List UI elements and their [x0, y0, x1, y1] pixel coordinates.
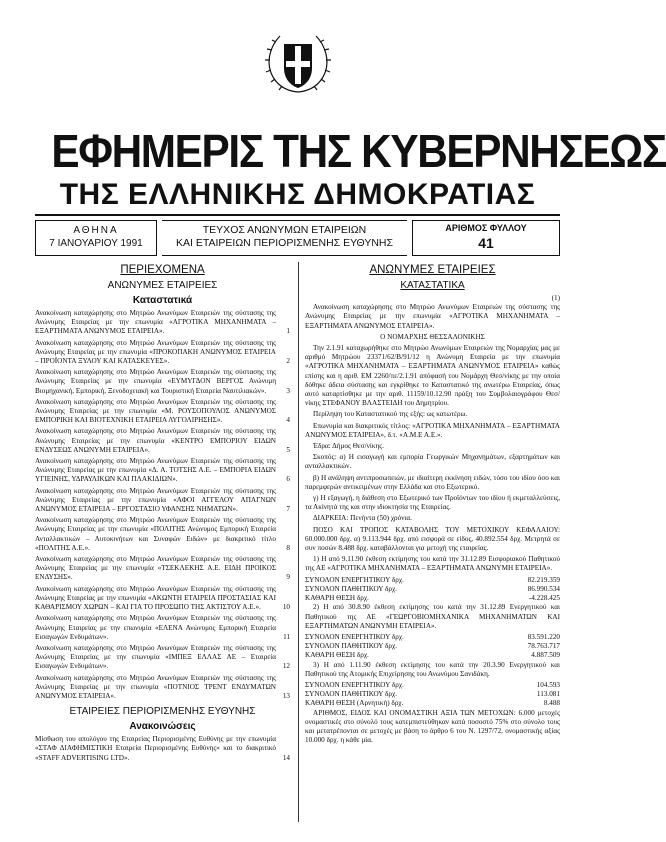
city-label: ΑΘΗΝΑ — [73, 225, 119, 236]
contents-entry-text: Μίσθωση του απολόγου της Εταιρείας Περιορισμένης Ευθύνης με την επωνυμία «ΣΤΑΦ ΔΙΑΦΗΜΙΣΤΙΚΗ Εταιρεία Περιορισμένης Ευθύνης» και το διακριτικό «STAFF ADVERTISING LTD». — [35, 735, 276, 762]
valuation-value: 104.593 — [536, 680, 560, 689]
valuation-value: -4.228.425 — [528, 594, 560, 603]
contents-entry-page: 1 — [286, 327, 290, 336]
contents-entry — [35, 674, 290, 702]
valuation-label: ΣΥΝΟΛΟΝ ΕΝΕΡΓΗΤΙΚΟΥ δρχ. — [305, 575, 404, 584]
contents-entry-page: 7 — [286, 505, 290, 514]
contents-entry-text: Ανακοίνωση καταχώρησης στο Μητρώο Ανωνύμων Εταιρειών της σύστασης της Ανώνυμης Εταιρείας με την επωνυμία «ΠΟΤΝΙΟΣ ΤΡΕΝΤ ΕΝΔΥΜΑΤΩΝ ΑΝΩΝΥΜΟΣ ΕΤΑΙΡΕΙΑ». — [35, 673, 276, 700]
valuation-value: 86.990.534 — [527, 584, 560, 593]
greek-coat-of-arms-icon — [262, 28, 334, 100]
contents-entries-ltd — [35, 735, 290, 763]
contents-entry-page: 14 — [282, 753, 290, 762]
contents-entry-text: Ανακοίνωση καταχώρησης στο Μητρώο Ανωνύμων Εταιρειών της σύστασης της Ανώνυμης Εταιρείας με την επωνυμία «ΠΟΛΙΤΗΣ Ανώνυμος Εμπορική Εταιρεία Ανταλλακτικών – Αυτοκινήτων και Συναφών Ειδών» με διακριτικό τίτλο «ΠΟΛΙΤΗΣ Α.Ε.». — [35, 516, 276, 552]
issue-type-box — [162, 220, 407, 256]
valuation-label: ΣΥΝΟΛΟΝ ΠΑΘΗΤΙΚΟΥ δρχ. — [305, 642, 397, 651]
seat-paragraph: Έδρα: Δήμος Θεσ/νίκης. — [313, 442, 384, 451]
duration-paragraph: ΔΙΑΡΚΕΙΑ: Πενήντα (50) χρόνια. — [313, 514, 412, 523]
issue-type-line1: ΤΕΥΧΟΣ ΑΝΩΝΥΜΩΝ ΕΤΑΙΡΕΙΩΝ — [202, 224, 367, 236]
contents-entry — [35, 585, 290, 613]
contents-entry-page: 12 — [282, 662, 290, 671]
header-rule — [35, 214, 560, 216]
valuation-3-paragraph: 3) Η από 1.11.90 έκθεση εκτίμησης του κατά την 20.3.90 Ενεργητικού και Παθητικού της Ατομικής Επιχείρησης του Ανωνύμου Σανιδάκη. — [305, 660, 560, 678]
contents-entry-text: Ανακοίνωση καταχώρησης στο Μητρώο Ανωνύμων Εταιρειών της σύστασης της Ανώνυμης Εταιρείας με την επωνυμία «Δ. Α. ΤΟΤΣΗΣ Α.Ε. – ΕΜΠΟΡΙΑ ΕΙΔΩΝ ΥΓΙΕΙΝΗΣ, ΥΔΡΑΥΛΙΚΩΝ ΚΑΙ ΠΛΑΚΙΔΙΩΝ». — [35, 457, 276, 484]
valuation-1-table — [305, 576, 560, 604]
purpose-b-paragraph: β) Η ανάληψη αντιπροσωπειών, με ιδιαίτερη εκκίνηση ειδών, τόσο του ιδίου όσο και παρεμφερών αντικειμένων στην Ελλάδα και στο Εξωτερικό. — [305, 473, 560, 491]
valuation-value: 4.887.509 — [531, 651, 560, 660]
contents-entry-text: Ανακοίνωση καταχώρησης στο Μητρώο Ανωνύμων Εταιρειών της σύστασης της Ανώνυμης Εταιρείας με την επωνυμία «ΤΣΕΚΛΕΚΗΣ Α.Ε. ΕΙΔΗ ΠΡΟΙΚΟΣ ΕΝΔΥΣΗΣ». — [35, 555, 276, 582]
contents-entry — [35, 487, 290, 515]
contents-entry-text: Ανακοίνωση καταχώρησης στο Μητρώο Ανωνύμων Εταιρειών της σύστασης της Ανώνυμης Εταιρείας με την επωνυμία «ΕΥΜΥΓΔΟΝ ΒΕΡΓΟΣ Ανώνυμη Βιομηχανική, Εμπορική, Ξενοδοχειακή και Τουριστική Εταιρεία Ναυτιλιακών». — [35, 368, 276, 395]
contents-entry-page: 11 — [283, 632, 290, 641]
valuation-value: 82.219.359 — [527, 575, 560, 584]
valuation-label: ΣΥΝΟΛΟΝ ΕΝΕΡΓΗΤΙΚΟΥ δρχ. — [305, 632, 404, 641]
contents-entry — [35, 457, 290, 485]
registration-paragraph: Την 2.1.91 καταχωρήθηκε στο Μητρώο Ανωνύμων Εταιρειών της Νομαρχίας μας με αριθμό Μητρώου 23371/62/Β/91/12 η Ανώνυμη Εταιρεία με την επωνυμία «ΑΓΡΟΤΙΚΑ ΜΗΧΑΝΗΜΑΤΑ – ΕΞΑΡΤΗΜΑΤΑ ΑΝΩΝΥΜΟΣ ΕΤΑΙΡΕΙΑ» καθώς επίσης και η αριθ. ΕΜ 2260/πε/2.1.91 απόφασή του Νομάρχη Θεσ/νίκης με την οποία δόθηκε άδεια σύστασης και εγκρίθηκε το Καταστατικό της ανωτέρω Εταιρείας, όπως αυτό καταρτίσθηκε με την αριθ. 11159/10.12.90 πράξη του Συμβολαιογράφου Θεσ/νίκης ΣΤΕΦΑΝΟΥ ΒΛΑΣΤΕΙΔΗ του Δημητρίου. — [305, 344, 560, 408]
statutes-subheading: Καταστατικά — [132, 295, 193, 306]
contents-entry-text: Ανακοίνωση καταχώρησης στο Μητρώο Ανωνύμων Εταιρειών της σύστασης της Ανώνυμης Εταιρείας με την επωνυμία «ΚΕΝΤΡΟ ΕΜΠΟΡΙΟΥ ΕΙΔΩΝ ΕΝΔΥΣΕΩΣ ΑΝΩΝΥΜΗ ΕΤΑΙΡΕΙΑ». — [35, 427, 276, 454]
contents-entry-text: Ανακοίνωση καταχώρησης στο Μητρώο Ανωνύμων Εταιρειών της σύστασης της Ανώνυμης Εταιρείας με την επωνυμία «ΙΜΠΕΞ ΕΛΛΑΣ ΑΕ – Εταιρεία Εισαγωγών Ενδυμάτων». — [35, 643, 276, 671]
issue-type-line2: ΚΑΙ ΕΤΑΙΡΕΙΩΝ ΠΕΡΙΟΡΙΣΜΕΝΗΣ ΕΥΘΥΝΗΣ — [176, 237, 393, 249]
contents-entry — [35, 614, 290, 642]
name-paragraph: Επωνυμία και διακριτικός τίτλος: «ΑΓΡΟΤΙΚΑ ΜΗΧΑΝΗΜΑΤΑ – ΕΞΑΡΤΗΜΑΤΑ ΑΝΩΝΥΜΟΣ ΕΤΑΙΡΕΙΑ», δ.τ. «Α.Μ.Ε Α.Ε.». — [305, 421, 560, 439]
valuation-row — [305, 633, 560, 642]
contents-entry — [35, 368, 290, 396]
valuation-row — [305, 681, 560, 690]
contents-entry-page: 8 — [286, 543, 290, 552]
contents-column — [35, 262, 290, 765]
contents-entry — [35, 309, 290, 337]
valuation-row — [305, 642, 560, 651]
right-statutes-heading: ΚΑΤΑΣΤΑΤΙΚΑ — [400, 280, 465, 291]
valuation-label: ΚΑΘΑΡΗ ΘΕΣΗ (Αρνητική) δρχ. — [305, 699, 404, 708]
valuation-row — [305, 585, 560, 594]
valuation-row — [305, 690, 560, 699]
capital-paragraph: ΠΟΣΟ ΚΑΙ ΤΡΟΠΟΣ ΚΑΤΑΒΟΛΗΣ ΤΟΥ ΜΕΤΟΧΙΚΟΥ ΚΕΦΑΛΑΙΟΥ: 60.000.000 δρχ. α) 9.113.944 δρχ. από εισφορά σε είδος, 40.892.554 δρχ. Μετρητά σε συν ποσών 8.488 δρχ. καταβάλλονται για μετοχή της εταιρείας. — [305, 525, 560, 553]
contents-entry-text: Ανακοίνωση καταχώρησης στο Μητρώο Ανωνύμων Εταιρειών της σύστασης της Ανώνυμης Εταιρείας με την επωνυμία «ΠΡΟΚΟΠΑΚΗ ΑΝΩΝΥΜΟΣ ΕΤΑΙΡΕΙΑ – ΠΡΟΪΟΝΤΑ ΞΥΛΟΥ ΚΑΙ ΚΑΤΑΣΚΕΥΕΣ». — [35, 338, 276, 366]
purpose-c-paragraph: γ) Η εξαγωγή, η διάθεση στο Εξωτερικό των Προϊόντων του ιδίου ή εκμεταλλεύσεις, τα Ακίνητά της και στην ιδιοκτησία της Εταιρείας. — [305, 494, 560, 512]
contents-entry — [35, 555, 290, 583]
contents-entry-text: Ανακοίνωση καταχώρησης στο Μητρώο Ανωνύμων Εταιρειών της σύστασης της Ανώνυμης Εταιρείας με την επωνυμία «ΑΚΩΝΤΗ ΕΤΑΙΡΕΙΑ ΠΡΟΣΤΑΣΙΑΣ ΚΑΙ ΚΑΘΑΡΙΣΜΟΥ ΧΩΡΩΝ – ΚΑΙ ΓΙΑ ΤΟ ΠΡΟΣΩΠΟ ΤΗΣ ΑΚΤΙΣΤΟΥ Α.Ε.». — [35, 584, 276, 612]
statute-column — [305, 262, 560, 747]
contents-entry — [35, 735, 290, 763]
contents-entry-page: 10 — [282, 603, 290, 612]
contents-entry-text: Ανακοίνωση καταχώρησης στο Μητρώο Ανωνύμων Εταιρειών της σύστασης της Ανώνυμης Εταιρείας με την επωνυμία «ΑΓΡΟΤΙΚΑ ΜΗΧΑΝΗΜΑΤΑ – ΕΞΑΡΤΗΜΑΤΑ ΑΝΩΝΥΜΟΣ ΕΤΑΙΡΕΙΑ». — [35, 309, 276, 336]
contents-entry-text: Ανακοίνωση καταχώρησης στο Μητρώο Ανωνύμων Εταιρειών της σύστασης της Ανώνυμης Εταιρείας με την επωνυμία «ΑΦΟΙ ΑΓΓΕΛΟΥ ΑΠΑΓΝΩΝ ΑΝΩΝΥΜΟΣ ΕΤΑΙΡΕΙΑ – ΕΡΓΟΣΤΑΣΙΟ ΥΦΑΝΣΗΣ ΝΗΜΑΤΩΝ». — [35, 486, 276, 514]
contents-entry-page: 5 — [286, 445, 290, 454]
gazette-subtitle: ΤΗΣ ΕΛΛΗΝΙΚΗΣ ΔΗΜΟΚΡΑΤΙΑΣ — [59, 178, 536, 211]
valuation-label: ΣΥΝΟΛΟΝ ΠΑΘΗΤΙΚΟΥ δρχ. — [305, 690, 397, 699]
sheet-number-label: ΑΡΙΘΜΟΣ ΦΥΛΛΟΥ — [445, 223, 527, 233]
contents-entry-page: 4 — [286, 416, 290, 425]
contents-heading: ΠΕΡΙΕΧΟΜΕΝΑ — [120, 264, 205, 276]
column-divider — [298, 262, 299, 822]
announcements-subheading: Ανακοινώσεις — [129, 721, 196, 733]
contents-entry — [35, 339, 290, 367]
section-ltd-heading: ΕΤΑΙΡΕΙΕΣ ΠΕΡΙΟΡΙΣΜΕΝΗΣ ΕΥΘΥΝΗΣ — [69, 706, 256, 718]
contents-entry-page: 9 — [286, 573, 290, 582]
sheet-number-box — [412, 220, 560, 256]
contents-entry-page: 2 — [286, 357, 290, 366]
right-section-heading: ΑΝΩΝΥΜΕΣ ΕΤΑΙΡΕΙΕΣ — [369, 264, 496, 276]
announcement-intro: Ανακοίνωση καταχώρησης στο Μητρώο Ανωνύμων Εταιρειών της σύστασης της Ανώνυμης Εταιρείας με την επωνυμία «ΑΓΡΟΤΙΚΑ ΜΗΧΑΝΗΜΑΤΑ – ΕΞΑΡΤΗΜΑΤΑ ΑΝΩΝΥΜΟΣ ΕΤΑΙΡΕΙΑ». — [305, 303, 560, 330]
purpose-paragraph: Σκοπός: α) Η εισαγωγή και εμπορία Γεωργικών Μηχανημάτων, εξαρτημάτων και ανταλλακτικών. — [305, 453, 560, 471]
valuation-3-table — [305, 681, 560, 709]
contents-entries — [35, 309, 290, 701]
contents-entry-text: Ανακοίνωση καταχώρησης στο Μητρώο Ανωνύμων Εταιρειών της σύστασης της Ανώνυμης Εταιρείας με την επωνυμία «Μ. ΡΟΥΣΟΠΟΥΛΟΣ ΑΝΩΝΥΜΟΣ ΕΜΠΟΡΙΚΗ ΚΑΙ ΒΙΟΤΕΧΝΙΚΗ ΕΤΑΙΡΕΙΑ ΛΥΓΟΛΙΡΗΣΗΣ». — [35, 397, 276, 425]
valuation-label: ΚΑΘΑΡΗ ΘΕΣΗ δρχ. — [305, 651, 369, 660]
contents-entry — [35, 644, 290, 672]
valuation-label: ΣΥΝΟΛΟΝ ΠΑΘΗΤΙΚΟΥ δρχ. — [305, 584, 397, 593]
sheet-number: 41 — [478, 235, 494, 251]
entry-number: (1) — [551, 294, 560, 302]
section-sa-heading: ΑΝΩΝΥΜΕΣ ΕΤΑΙΡΕΙΕΣ — [107, 280, 218, 291]
contents-entry-text: Ανακοίνωση καταχώρησης στο Μητρώο Ανωνύμων Εταιρειών της σύστασης της Ανώνυμης Εταιρείας με την επωνυμία «ΕΛΕΝΑ Ανώνυμος Εμπορική Εταιρεία Εισαγωγών Ενδυμάτων». — [35, 614, 276, 641]
valuation-value: 78.763.717 — [527, 642, 560, 651]
valuation-2-table — [305, 633, 560, 661]
valuation-label: ΣΥΝΟΛΟΝ ΕΝΕΡΓΗΤΙΚΟΥ δρχ. — [305, 680, 404, 689]
valuation-label: ΚΑΘΑΡΗ ΘΕΣΗ δρχ. — [305, 594, 369, 603]
gazette-title: ΕΦΗΜΕΡΙΣ ΤΗΣ ΚΥΒΕΡΝΗΣΕΩΣ — [51, 125, 666, 177]
contents-entry — [35, 398, 290, 426]
valuation-value: 83.591.220 — [527, 632, 560, 641]
issue-date: 7 ΙΑΝΟΥΑΡΙΟΥ 1991 — [49, 238, 143, 249]
shares-paragraph: ΑΡΙΘΜΟΣ, ΕΙΔΟΣ ΚΑΙ ΟΝΟΜΑΣΤΙΚΗ ΑΞΙΑ ΤΩΝ ΜΕΤΟΧΩΝ: 6.000 μετοχές ονομαστικές στο σύνολό τους κατεμπιστεύθηκαν κατά ποσοστό 75% στο σύνολο τους και μετατρέπονται σε μετοχές με βάση το άρθρο 6 του Ν. 1297/72, ονομαστικής αξίας 10.000 δρχ. η κάθε μία. — [305, 708, 560, 745]
valuation-value: 113.081 — [536, 690, 560, 699]
contents-entry — [35, 427, 290, 455]
valuation-2-paragraph: 2) Η από 30.8.90 έκθεση εκτίμησης του κατά την 31.12.89 Ενεργητικού και Παθητικού της ΑΕ «ΓΕΩΡΓΟΒΙΟΜΗΧΑΝΙΚΑ ΜΗΧΑΝΗΜΑΤΩΝ ΚΑΙ ΕΞΑΡΤΗΜΑΤΩΝ ΑΝΩΝΥΜΗ ΕΤΑΙΡΕΙΑ». — [305, 603, 560, 630]
valuation-row — [305, 651, 560, 660]
valuation-row — [305, 576, 560, 585]
contents-entry-page: 3 — [286, 386, 290, 395]
prefect-heading: Ο ΝΟΜΑΡΧΗΣ ΘΕΣΣΑΛΟΝΙΚΗΣ — [380, 332, 485, 341]
contents-entry-page: 6 — [286, 475, 290, 484]
valuation-row — [305, 699, 560, 708]
contents-entry — [35, 516, 290, 553]
valuation-value: 8.488 — [543, 699, 560, 708]
summary-paragraph: Περίληψη του Καταστατικού της εξής: ως κατωτέρω. — [313, 410, 468, 419]
contents-entry-page: 13 — [282, 691, 290, 700]
date-box — [35, 220, 157, 256]
valuation-1-paragraph: 1) Η από 9.11.90 έκθεση εκτίμησης του κατά την 31.12.89 Εισφοριακού Παθητικού της ΑΕ «ΑΓΡΟΤΙΚΑ ΜΗΧΑΝΗΜΑΤΑ – ΕΞΑΡΤΗΜΑΤΑ ΑΝΩΝΥΜΗ ΕΤΑΙΡΕΙΑ». — [305, 555, 560, 573]
valuation-row — [305, 594, 560, 603]
